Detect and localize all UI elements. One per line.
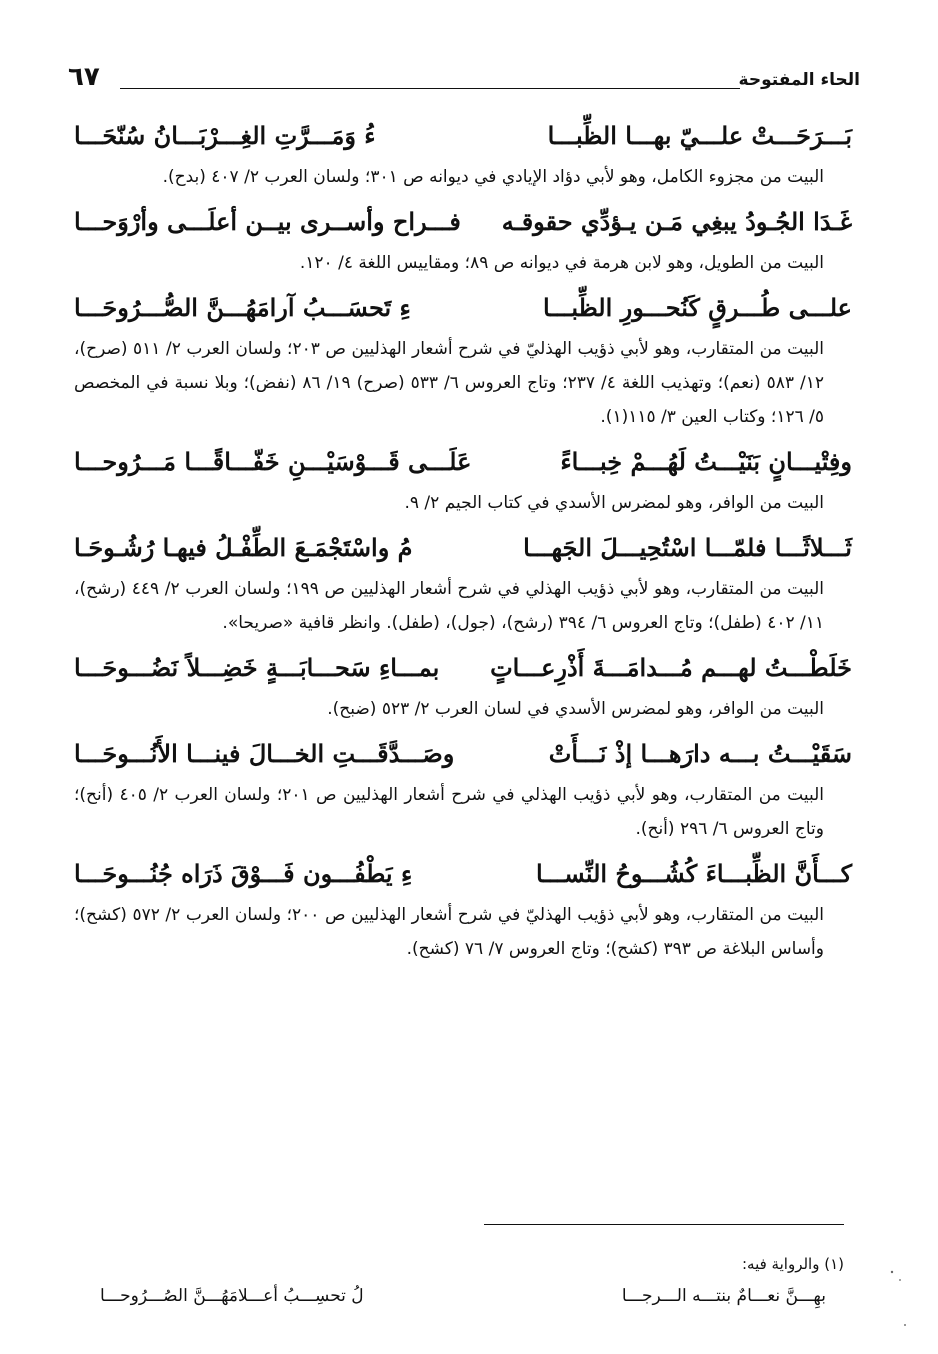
poem-entry — [74, 730, 852, 846]
citation-note: البيت من الطويل، وهو لابن هرمة في ديوانه ص ٨٩؛ ومقاييس اللغة ٤/ ١٢٠. — [299, 253, 824, 273]
poem-entry — [74, 284, 852, 434]
poem-entry — [74, 644, 852, 726]
citation-note: البيت من مجزوء الكامل، وهو لأبي دؤاد الإيادي في ديوانه ص ٣٠١؛ ولسان العرب ٢/ ٤٠٧ (بدح). — [162, 167, 824, 187]
citation-note: البيت من الوافر، وهو لمضرس الأسدي في كتاب الجيم ٢/ ٩. — [404, 493, 824, 513]
footnote-second-hemistich: لُ تحسِـــبُ أعـــلامَهُـــنَّ الصُـــرُوحـــا — [100, 1286, 364, 1306]
verse-line — [74, 112, 852, 160]
header-rule — [120, 88, 740, 89]
citation-note: البيت من الوافر، وهو لمضرس الأسدي في لسان العرب ٢/ ٥٢٣ (ضبح). — [327, 699, 824, 719]
page-header — [68, 62, 860, 102]
speck — [899, 1279, 901, 1281]
second-hemistich: مُ واسْتَجْمَـعَ الطِّفْـلُ فيهـا رُشُـوحَـا — [74, 533, 413, 562]
first-hemistich: وفِتْيـــانٍ بَنَيْـــتُ لَهُـــمْ خِبـــاءً — [560, 447, 852, 476]
verse-line — [74, 438, 852, 486]
second-hemistich: ءِ تَحسَـــبُ آرامَهُـــنَّ الصُّـــرُوحَـــا — [74, 293, 411, 322]
first-hemistich: كـــأَنَّ الظِّبـــاءَ كُشُـــوحُ النِّســـا — [536, 859, 852, 888]
page-body — [74, 112, 852, 970]
speck — [891, 1271, 893, 1273]
citation-note: البيت من المتقارب، وهو لأبي ذؤيب الهذلي في شرح أشعار الهذليين ص ١٩٩؛ ولسان العرب ٢/ ٤٤٩ (رشح)، ١١/ ٤٠٢ (طفل)؛ وتاج العروس ٦/ ٣٩٤ (رشح)، (جول)، (طفل). وانظر قافية «صريحا». — [74, 579, 824, 633]
speck — [904, 1324, 906, 1326]
section-title: الحاء المفتوحة — [738, 70, 860, 90]
citation-note: البيت من المتقارب، وهو لأبي ذؤيب الهذليّ في شرح أشعار الهذليين ص ٢٠٠؛ ولسان العرب ٢/ ٥٧٢ (كشح)؛ وأساس البلاغة ص ٣٩٣ (كشح)؛ وتاج العروس ٧/ ٧٦ (كشح). — [74, 905, 825, 959]
first-hemistich: غَـدَا الجُـودُ يبغِي مَـن يـؤدِّي حقوقـه — [501, 207, 852, 236]
first-hemistich: بَـــرَحَـــتْ علـــيّ بهـــا الظِّبـــا — [547, 121, 852, 150]
poem-entry — [74, 112, 852, 194]
footnote-verse — [100, 1282, 844, 1310]
first-hemistich: ثَـــلاثًـــا فلمّـــا اسْتُحِيـــلَ الجَهـــا — [523, 533, 852, 562]
second-hemistich: فـــراح وأســرى بيــن أعلَـــى وأرْوَحـــا — [74, 207, 461, 236]
first-hemistich: سَقَيْـــتُ بـــه دارَهـــا إذْ نَـــأَتْ — [548, 739, 852, 768]
verse-line — [74, 644, 852, 692]
footnote — [100, 1250, 844, 1310]
second-hemistich: عَلَـــى قَـــوْسَيْـــنِ خَفّـــاقًـــا مَـــرُوحـــا — [74, 447, 472, 476]
poem-entry — [74, 524, 852, 640]
second-hemistich: بمـــاءِ سَحـــابَـــةٍ خَضِـــلاً نَضُـــوحَـــا — [74, 653, 440, 682]
poem-entry — [74, 198, 852, 280]
poem-entry — [74, 850, 852, 966]
verse-line — [74, 850, 852, 898]
footnote-rule — [484, 1224, 844, 1225]
citation-note: البيت من المتقارب، وهو لأبي ذؤيب الهذلي في شرح أشعار الهذليين ص ٢٠١؛ ولسان العرب ٢/ ٤٠٥ (أنح)؛ وتاج العروس ٦/ ٢٩٦ (أنح). — [74, 785, 824, 839]
second-hemistich: ءُ وَمَـــرَّتِ الغِـــرْبَـــانُ سُنّحَـــا — [74, 121, 376, 150]
footnote-label: (١) والرواية فيه: — [742, 1255, 844, 1273]
verse-line — [74, 730, 852, 778]
verse-line — [74, 524, 852, 572]
footnote-first-hemistich: بهِـــنَّ نعـــامٌ بنتـــه الـــرجـــا — [621, 1286, 826, 1306]
page-number: ٦٧ — [68, 62, 100, 92]
first-hemistich: علـــى طُـــرقٍ كَنُحـــورِ الظِّبـــا — [542, 293, 852, 322]
poem-entry — [74, 438, 852, 520]
verse-line — [74, 198, 852, 246]
second-hemistich: وصَـــدَّقَـــتِ الخـــالَ فينـــا الأَنُـــوحَـــا — [74, 739, 455, 768]
verse-line — [74, 284, 852, 332]
first-hemistich: خَلَطْـــتُ لهـــم مُـــدامَـــةَ أَذْرِعـــاتٍ — [490, 653, 852, 682]
citation-note: البيت من المتقارب، وهو لأبي ذؤيب الهذليّ في شرح أشعار الهذليين ص ٢٠٣؛ ولسان العرب ٢/ ٥١١ (صرح)، ١٢/ ٥٨٣ (نعم)؛ وتهذيب اللغة ٤/ ٢٣٧؛ وتاج العروس ٦/ ٥٣٣ (صرح) ١٩/ ٨٦ (نفض)؛ وبلا نسبة في المخصص ٥/ ١٢٦؛ وكتاب العين ٣/ ١١٥(١). — [74, 339, 824, 427]
second-hemistich: ءِ يَطْفُـــون فَـــوْقَ ذَرَاه جُنُـــوحَـــا — [74, 859, 413, 888]
